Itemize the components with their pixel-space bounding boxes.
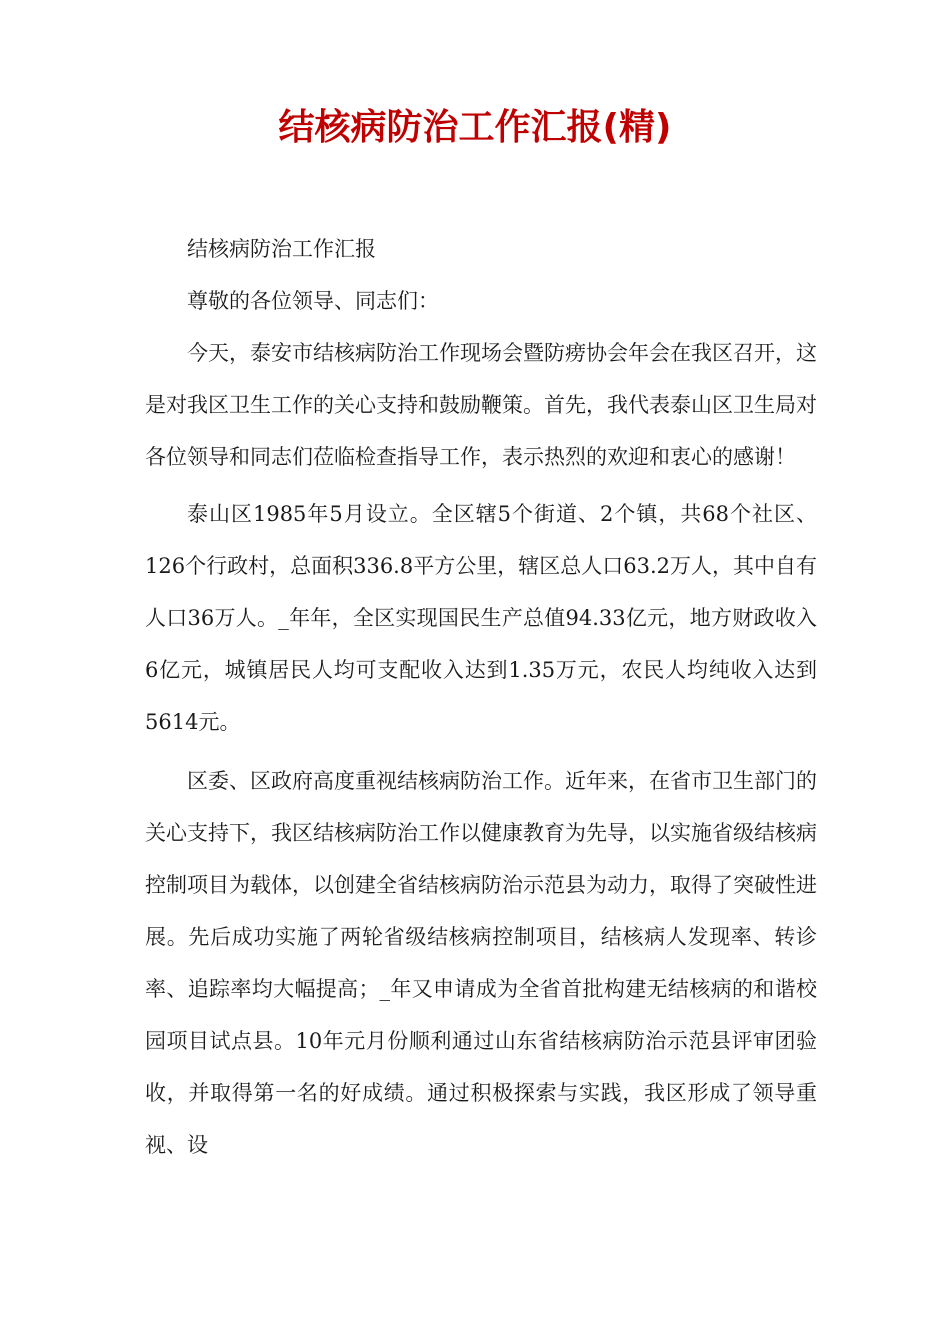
paragraph-salutation: 尊敬的各位领导、同志们： <box>187 289 439 313</box>
document-title: 结核病防治工作汇报(精) <box>278 107 672 148</box>
paragraph-intro: 今天，泰安市结核病防治工作现场会暨防痨协会年会在我区召开，这是对我区卫生工作的关心支持和鼓励鞭策。首先，我代表泰山区卫生局对各位领导和同志们莅临检查指导工作，表示热烈的欢迎和衷心的感谢！ <box>145 341 817 469</box>
document-body <box>145 223 817 1171</box>
paragraph-tb-work: 区委、区政府高度重视结核病防治工作。近年来，在省市卫生部门的关心支持下，我区结核病防治工作以健康教育为先导，以实施省级结核病控制项目为载体，以创建全省结核病防治示范县为动力，取得了突破性进展。先后成功实施了两轮省级结核病控制项目，结核病人发现率、转诊率、追踪率均大幅提高；_年又申请成为全省首批构建无结核病的和谐校园项目试点县。10年元月份顺利通过山东省结核病防治示范县评审团验收，并取得第一名的好成绩。通过积极探索与实践，我区形成了领导重视、设 <box>145 769 817 1157</box>
paragraph-district-overview: 泰山区1985年5月设立。全区辖5个街道、2个镇，共68个社区、126个行政村，总面积336.8平方公里，辖区总人口63.2万人，其中自有人口36万人。_年年，全区实现国民生产总值94.33亿元，地方财政收入6亿元，城镇居民人均可支配收入达到1.35万元，农民人均纯收入达到5614元。 <box>145 502 817 734</box>
paragraph-heading: 结核病防治工作汇报 <box>187 237 376 261</box>
